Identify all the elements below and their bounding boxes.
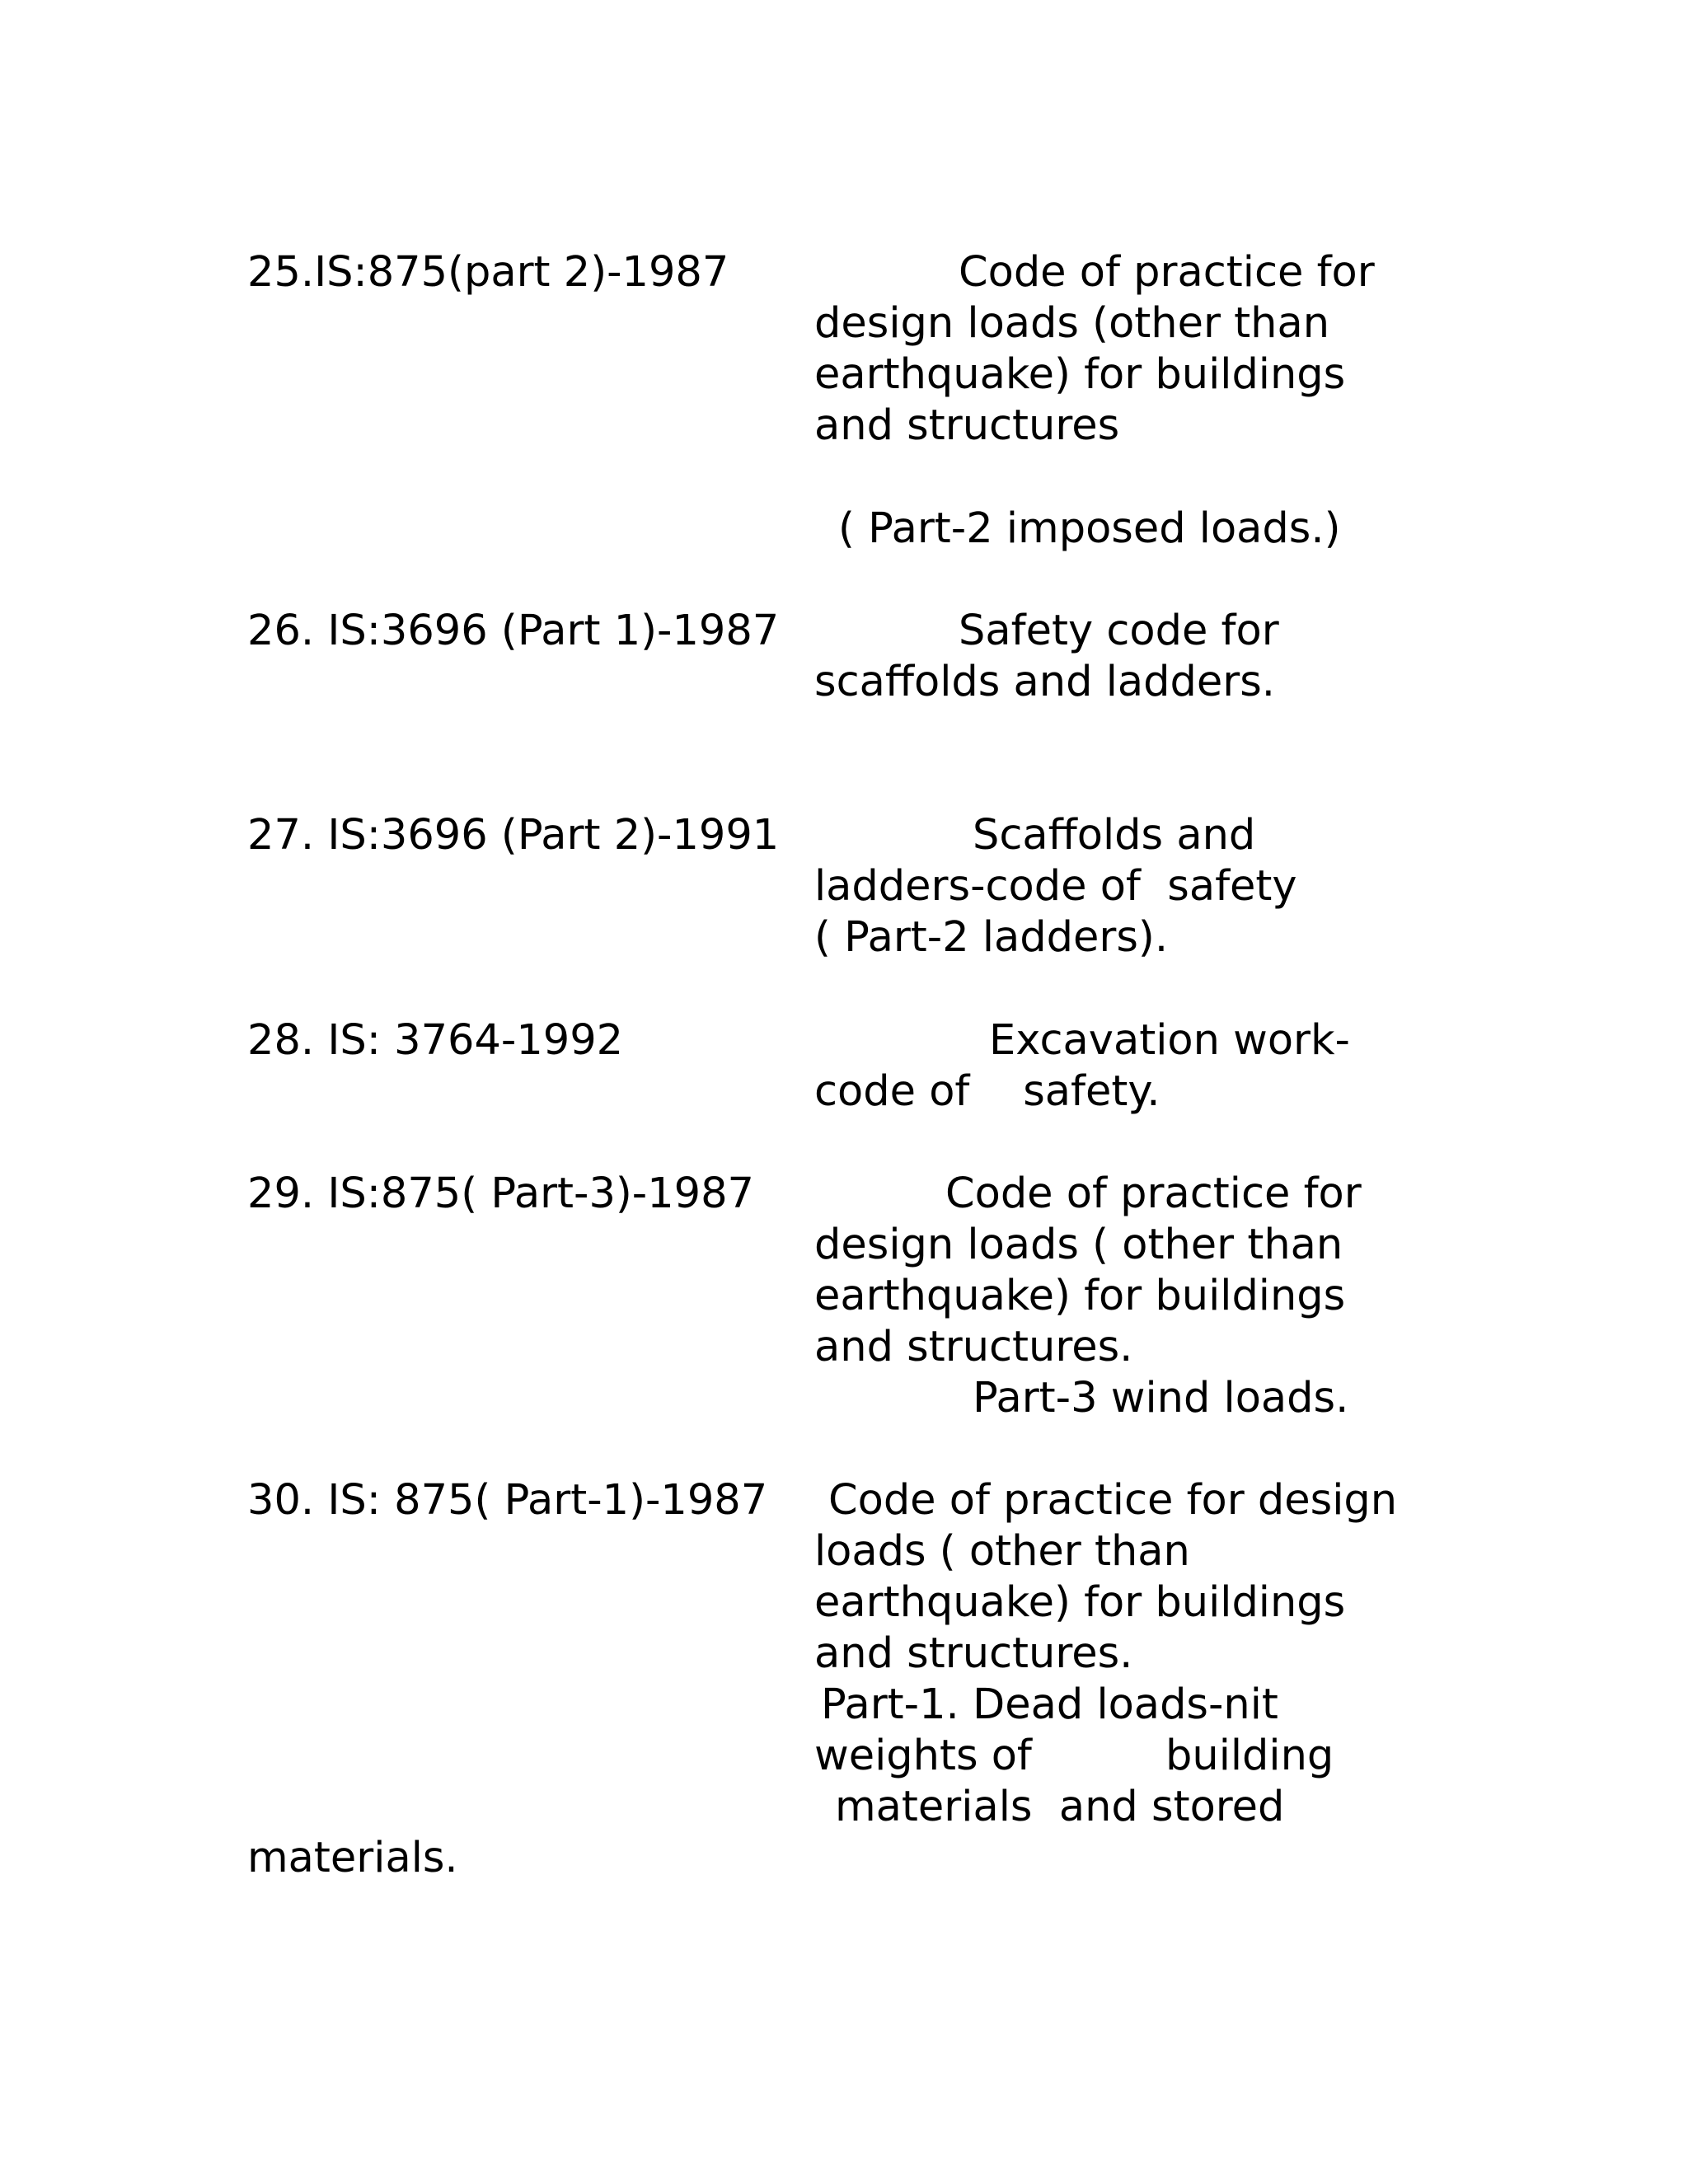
entry-28-description-line: Excavation work- [989,1016,1350,1065]
entry-30-description-line: Code of practice for design [828,1476,1398,1525]
entry-27-description-line: ( Part-2 ladders). [814,913,1169,962]
entry-28-description-line: code of safety. [814,1067,1160,1116]
entry-25-description-line: ( Part-2 imposed loads.) [838,504,1341,553]
entry-29-description-line: earthquake) for buildings [814,1272,1346,1320]
entry-29-description-line: design loads ( other than [814,1221,1343,1269]
entry-30-description-line: loads ( other than [814,1527,1190,1576]
entry-29-description-line: Part-3 wind loads. [973,1374,1349,1422]
entry-30-description-line: weights of building [814,1732,1334,1780]
entry-30-description-line: materials. [247,1834,458,1882]
entry-29-description-line: Code of practice for [945,1169,1362,1218]
entry-26-standard: 26. IS:3696 (Part 1)-1987 [247,607,780,655]
entry-27-description-line: ladders-code of safety [814,862,1297,911]
entry-30-standard: 30. IS: 875( Part-1)-1987 [247,1476,768,1525]
entry-29-description-line: and structures. [814,1323,1133,1371]
entry-25-description-line: Code of practice for [959,248,1375,297]
entry-25-description-line: and structures [814,401,1120,450]
entry-30-description-line: earthquake) for buildings [814,1578,1346,1627]
entry-26-description-line: Safety code for [959,607,1279,655]
entry-27-description-line: Scaffolds and [973,811,1256,860]
entry-25-standard: 25.IS:875(part 2)-1987 [247,248,729,297]
entry-30-description-line: materials and stored [835,1783,1285,1831]
entry-26-description-line: scaffolds and ladders. [814,658,1275,706]
entry-30-description-line: Part-1. Dead loads-nit [821,1680,1278,1729]
entry-28-standard: 28. IS: 3764-1992 [247,1016,624,1065]
entry-25-description-line: design loads (other than [814,299,1330,348]
entry-29-standard: 29. IS:875( Part-3)-1987 [247,1169,754,1218]
entry-30-description-line: and structures. [814,1629,1133,1678]
entry-25-description-line: earthquake) for buildings [814,350,1346,399]
entry-27-standard: 27. IS:3696 (Part 2)-1991 [247,811,780,860]
